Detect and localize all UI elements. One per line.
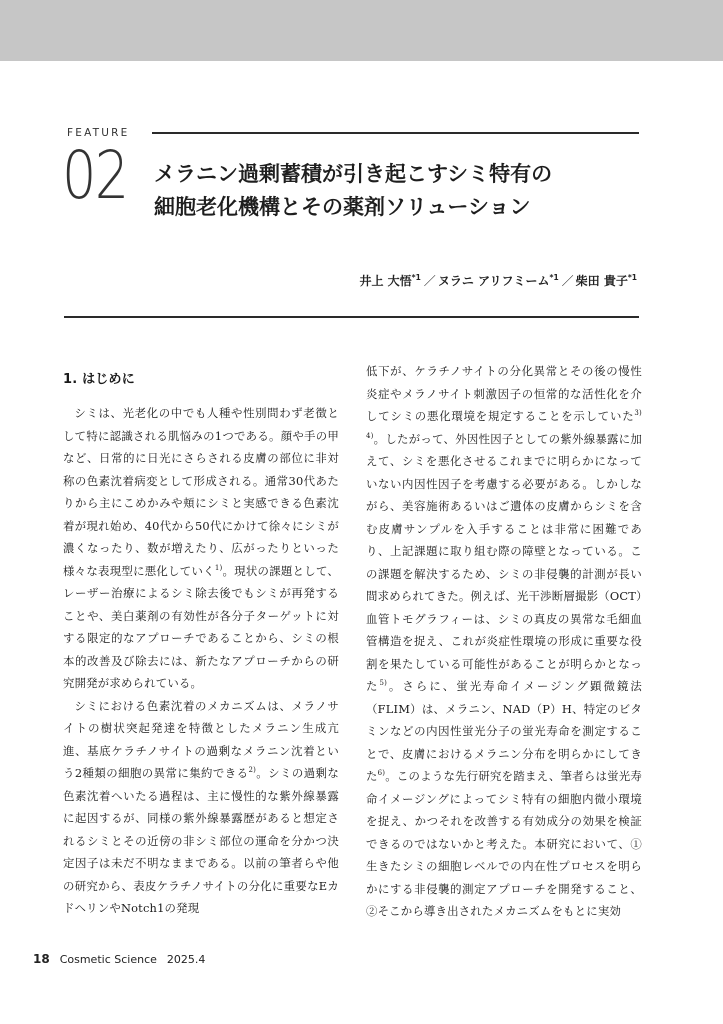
body-paragraph [366,360,642,923]
issue-date: 2025.4 [166,953,206,966]
author-affiliation-mark: *1 [627,273,637,282]
author-affiliation-mark: *1 [549,273,559,282]
body-text: シミにおける色素沈着のメカニズムは、メラノサイトの樹状突起発達を特徴としたメラニン生成亢進、基底ケラチノサイトの過剰なメラニン沈着という2種類の細胞の異常に集約できる [63,698,339,780]
header-rule [64,316,639,318]
body-column-left [63,360,339,920]
author-name: 柴田 貴子 [575,274,628,288]
body-text: 。さらに、蛍光寿命イメージング顕微鏡法（FLIM）は、メラニン、NAD（P）H、特定のビタミンなどの内因性蛍光分子の蛍光寿命を測定することで、皮膚におけるメラニン分布を明らかにしてきた [366,679,642,783]
body-paragraph [63,695,339,920]
author-name: ヌラニ アリフミーム [437,274,550,288]
feature-label: FEATURE [67,127,130,139]
author-name: 井上 大悟 [359,274,412,288]
article-title [154,158,644,224]
author-separator: ／ [423,274,436,288]
reference-mark: 3) 4) [366,409,642,440]
page-footer [33,952,205,966]
body-paragraph [63,402,339,695]
top-gray-band [0,0,723,61]
reference-mark: 2) [248,766,257,774]
reference-mark: 5) [379,679,388,687]
magazine-name: Cosmetic Science [59,953,157,966]
body-column-right [366,360,642,923]
feature-number: 02 [62,137,128,214]
page-number: 18 [33,952,50,966]
body-text: 。したがって、外因性因子としての紫外線暴露に加えて、シミを悪化させるこれまでに明らかになっていない内因性因子を考慮する必要がある。しかしながら、美容施術あるいはご遺体の皮膚からシミを含む皮膚サンプルを入手することは非常に困難であり、上記課題に取り組む際の障壁となっている。この課題を解決するため、シミの非侵襲的計測が長い間求められてきた。例えば、光干渉断層撮影（OCT）血管トモグラフィーは、シミの真皮の異常な毛細血管構造を捉え、これが炎症性環境の形成に重要な役割を果たしている可能性があることが明らかとなった [366,431,642,693]
author-separator: ／ [561,274,574,288]
author-list [200,272,638,289]
feature-rule [152,132,639,134]
title-line-2: 細胞老化機構とその薬剤ソリューション [154,195,531,219]
author-affiliation-mark: *1 [411,273,421,282]
reference-mark: 1) [214,563,223,572]
title-line-1: メラニン過剰蓄積が引き起こすシミ特有の [154,162,553,186]
section-heading: 1. はじめに [63,372,135,387]
body-text: シミは、光老化の中でも人種や性別問わず老徴として特に認識される肌悩みの1つである。顔や手の甲など、日常的に日光にさらされる皮膚の部位に非対称の色素沈着病変として形成される。通常30代あたりから主にこめかみや頬にシミと実感できる色素沈着が現れ始め、40代から50代にかけて徐々にシミが濃くなったり、数が増えたり、広がったりといった様々な表現型に悪化していく [63,406,339,578]
body-text: 。このような先行研究を踏まえ、筆者らは蛍光寿命イメージングによってシミ特有の細胞内微小環境を捉え、かつそれを改善する有効成分の効果を検証できるのではないかと考えた。本研究において、①生きたシミの細胞レベルでの内在性プロセスを明らかにする非侵襲的測定アプローチを開発すること、②そこから導き出されたメカニズムをもとに実効 [366,769,642,918]
body-text: 。シミの過剰な色素沈着へいたる過程は、主に慢性的な紫外線暴露に起因するが、同様の紫外線暴露歴があると想定されるシミとその近傍の非シミ部位の運命を分かつ決定因子は未だ不明なままである。以前の筆者らや他の研究から、表皮ケラチノサイトの分化に重要なEカドヘリンやNotch1の発現 [63,766,339,915]
reference-mark: 6) [377,769,386,777]
body-text: 。現状の課題として、レーザー治療によるシミ除去後でもシミが再発することや、美白薬剤の有効性が各分子ターゲットに対する限定的なアプローチであることから、シミの根本的改善及び除去には、新たなアプローチからの研究開発が求められている。 [63,563,339,690]
body-text: 低下が、ケラチノサイトの分化異常とその後の慢性炎症やメラノサイト刺激因子の恒常的な活性化を介してシミの悪化環境を規定することを示していた [366,364,642,423]
